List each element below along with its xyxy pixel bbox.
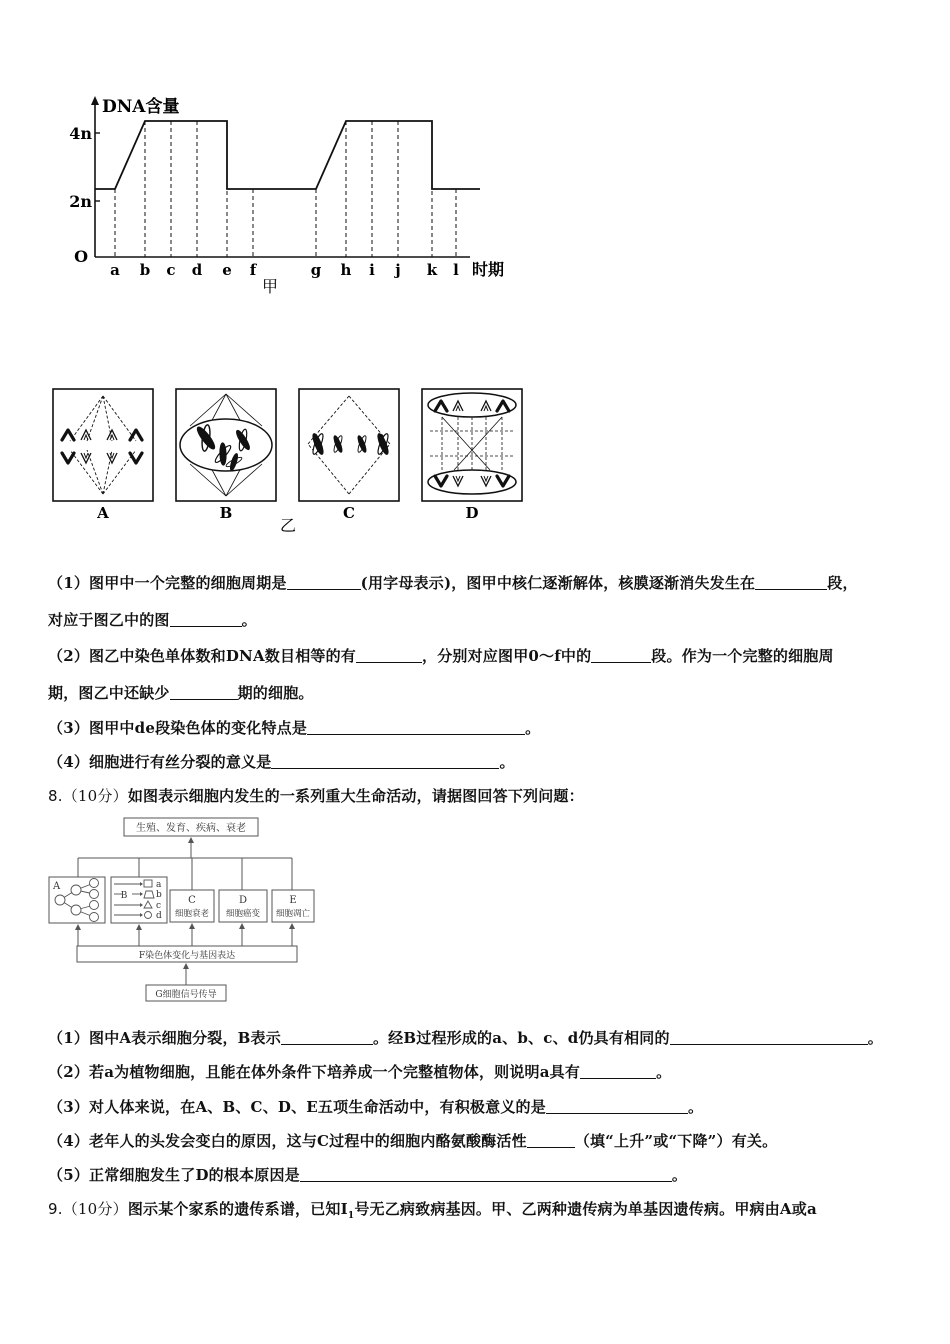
q8-blank-totipotency[interactable]	[580, 1063, 656, 1079]
q9-stem: 9.（10分）图示某个家系的遗传系谱，已知$Ⅰ_1$号无乙病致病基因。甲、乙两种遗传病为单基因遗传病。甲病由A或a	[48, 1200, 817, 1221]
q7-blank-equal-panels[interactable]	[356, 647, 422, 663]
q7-part3: （3）图甲中de段染色体的变化特点是 。	[48, 719, 541, 737]
q7-blank-stages[interactable]	[591, 647, 651, 663]
top-box-text: 生殖、发育、疾病、衰老	[136, 823, 246, 834]
panel-label-a: A	[97, 504, 109, 522]
q8-blank-same-material[interactable]	[670, 1029, 868, 1045]
q7-blank-missing-phase[interactable]	[170, 684, 238, 700]
b-item-c: c	[156, 901, 162, 911]
panel-label-d: D	[465, 504, 479, 522]
q8-blank-b-process[interactable]	[281, 1029, 373, 1045]
box-g-text: G细胞信号传导	[155, 990, 217, 1000]
x-tick-label-i: i	[369, 261, 375, 279]
q7-part1-line1: （1）图甲中一个完整的细胞周期是 (用字母表示)，图甲中核仁逐渐解体，核膜逐渐消失发生在 段，	[48, 574, 858, 592]
y-axis-arrow	[91, 96, 99, 105]
panel-label-b: B	[219, 504, 233, 522]
q7-blank-figure-yi[interactable]	[170, 611, 242, 627]
q7-part2-line1: （2）图乙中染色单体数和DNA数目相等的有 ，分别对应图甲0～f中的 段。作为一个完整的细胞周	[48, 647, 834, 665]
panel-b	[176, 389, 276, 501]
box-b-label: B	[120, 891, 128, 901]
box-f-text: F染色体变化与基因表达	[138, 951, 236, 961]
x-tick-label-k: k	[426, 261, 438, 279]
x-tick-label-b: b	[139, 261, 151, 279]
x-axis-title: 时期	[472, 260, 505, 279]
figure-caption-yi: 乙	[279, 516, 297, 535]
cell-division-figure	[50, 386, 530, 536]
y-axis-title: DNA含量	[102, 97, 180, 117]
box-d-text: 细胞癌变	[225, 909, 261, 919]
dna-content-chart	[60, 92, 530, 302]
x-tick-label-e: e	[222, 261, 232, 279]
q8-blank-positive-activities[interactable]	[546, 1098, 688, 1114]
x-tick-labels	[110, 261, 459, 279]
cell-life-activity-diagram	[46, 814, 326, 1010]
panel-c	[299, 389, 399, 501]
x-tick-label-g: g	[310, 261, 322, 279]
q7-blank-nucleolus-stage[interactable]	[755, 574, 827, 590]
x-tick-label-l: l	[453, 261, 459, 279]
box-a-label: A	[53, 881, 61, 892]
q8-part1: （1）图中A表示细胞分裂，B表示 。经B过程形成的a、b、c、d仍具有相同的 。	[48, 1029, 883, 1047]
q7-part2-line2: 期，图乙中还缺少 期的细胞。	[48, 684, 314, 702]
q7-part4: （4）细胞进行有丝分裂的意义是 。	[48, 753, 515, 771]
q8-part5: （5）正常细胞发生了D的根本原因是 。	[48, 1166, 688, 1184]
q7-part1-line2: 对应于图乙中的图 。	[48, 611, 257, 629]
panel-label-c: C	[343, 504, 355, 522]
dna-content-line	[95, 121, 480, 189]
box-d-letter: D	[238, 895, 248, 906]
y-tick-2n: 2n	[69, 192, 92, 211]
q8-part4: （4）老年人的头发会变白的原因，这与C过程中的细胞内酪氨酸酶活性 （填“上升”或“下降”）有关。	[48, 1132, 778, 1150]
x-tick-label-j: j	[395, 261, 401, 279]
chart-caption-jia: 甲	[261, 277, 279, 296]
y-tick-origin: O	[74, 247, 88, 266]
y-tick-4n: 4n	[69, 124, 92, 143]
panel-a	[53, 389, 153, 501]
panel-d	[422, 389, 522, 501]
q8-blank-cancer-cause[interactable]	[300, 1166, 672, 1182]
b-item-b: b	[156, 890, 162, 900]
q7-blank-de-feature[interactable]	[307, 719, 525, 735]
x-tick-label-d: d	[191, 261, 203, 279]
b-item-d: d	[156, 911, 162, 921]
x-tick-label-c: c	[166, 261, 176, 279]
b-item-a: a	[156, 880, 162, 890]
q7-blank-cell-cycle[interactable]	[287, 574, 361, 590]
q8-stem: 8.（10分）如图表示细胞内发生的一系列重大生命活动，请据图回答下列问题：	[48, 787, 584, 805]
box-e-text: 细胞凋亡	[275, 909, 311, 919]
q7-blank-mitosis-meaning[interactable]	[271, 753, 499, 769]
q8-part2: （2）若a为植物细胞，且能在体外条件下培养成一个完整植物体，则说明a具有 。	[48, 1063, 672, 1081]
x-tick-label-a: a	[110, 261, 120, 279]
x-tick-label-f: f	[249, 261, 257, 279]
box-c-text: 细胞衰老	[174, 909, 210, 919]
box-c-letter: C	[188, 895, 196, 906]
q8-part3: （3）对人体来说，在A、B、C、D、E五项生命活动中，有积极意义的是 。	[48, 1098, 704, 1116]
q8-blank-enzyme-activity[interactable]	[527, 1132, 575, 1148]
box-e-letter: E	[289, 895, 297, 906]
x-tick-label-h: h	[340, 261, 352, 279]
